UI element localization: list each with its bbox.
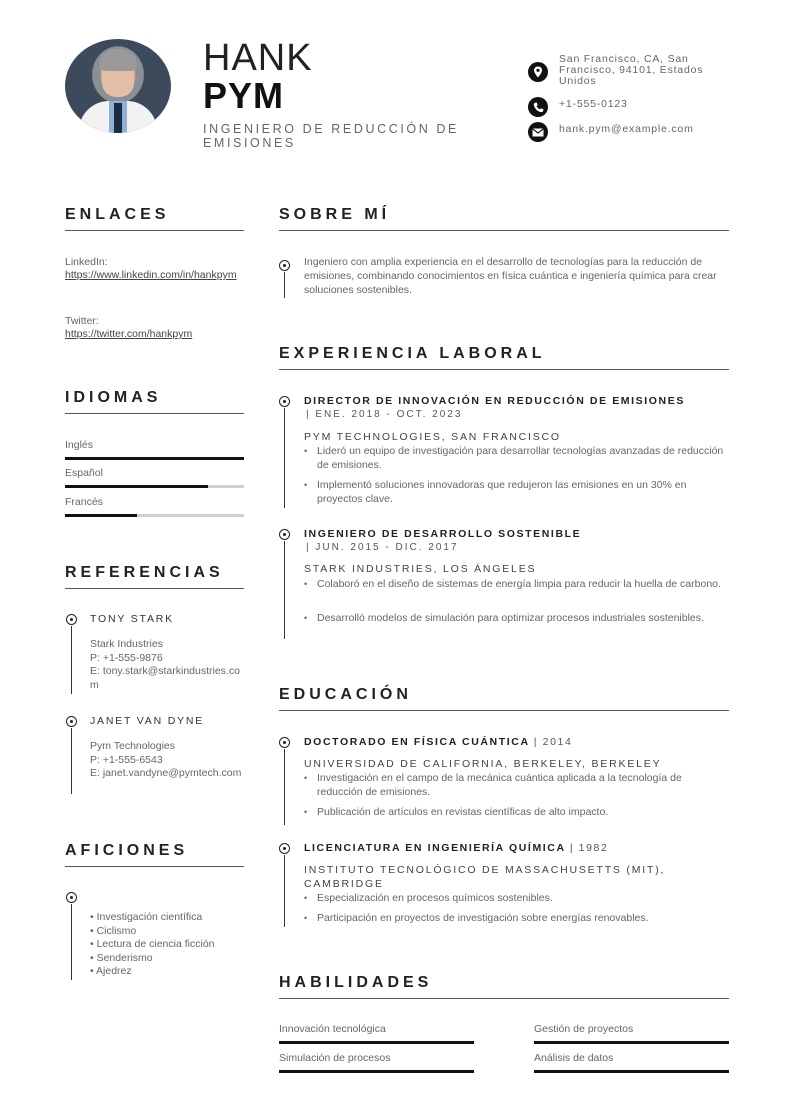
degree-bullet: • Publicación de artículos en revistas científicas de alto impacto. bbox=[304, 806, 724, 820]
reference-email: E: janet.vandyne@pymtech.com bbox=[90, 767, 242, 779]
skill-item bbox=[534, 1023, 729, 1044]
timeline-line bbox=[284, 272, 285, 298]
job-company: PYM TECHNOLOGIES, SAN FRANCISCO bbox=[304, 431, 561, 443]
timeline-dot-icon bbox=[279, 396, 290, 407]
job-title: INGENIERO DE REDUCCIÓN DE EMISIONES bbox=[203, 122, 459, 150]
reference-company: Pym Technologies bbox=[90, 740, 176, 752]
contact-email bbox=[528, 122, 729, 142]
linkedin-label: LinkedIn: bbox=[65, 256, 108, 268]
hobbies-heading: AFICIONES bbox=[65, 842, 244, 867]
language-item bbox=[65, 439, 244, 460]
timeline-dot-icon bbox=[279, 737, 290, 748]
reference-name: JANET VAN DYNE bbox=[90, 715, 205, 727]
degree-name: LICENCIATURA EN INGENIERÍA QUÍMICA bbox=[304, 842, 566, 854]
reference-company: Stark Industries bbox=[90, 638, 163, 650]
twitter-link[interactable]: https://twitter.com/hankpym bbox=[65, 328, 193, 340]
education-heading: EDUCACIÓN bbox=[279, 686, 729, 711]
location-icon bbox=[528, 62, 548, 82]
timeline-line bbox=[71, 904, 72, 980]
hobby-list bbox=[90, 911, 215, 979]
links-heading: ENLACES bbox=[65, 206, 244, 231]
hobby-item: • Lectura de ciencia ficción bbox=[90, 938, 215, 952]
timeline-line bbox=[284, 408, 285, 508]
degree-bullet: • Participación en proyectos de investigación sobre energías renovables. bbox=[304, 912, 724, 926]
references-heading: REFERENCIAS bbox=[65, 564, 244, 589]
languages-heading: IDIOMAS bbox=[65, 389, 244, 414]
email-icon bbox=[528, 122, 548, 142]
timeline-dot-icon bbox=[279, 260, 290, 271]
reference-phone: P: +1-555-9876 bbox=[90, 652, 163, 664]
timeline-line bbox=[284, 541, 285, 639]
contact-phone bbox=[528, 97, 729, 117]
timeline-line bbox=[71, 626, 72, 694]
timeline-line bbox=[284, 855, 285, 927]
skill-bar bbox=[279, 1041, 474, 1044]
degree-institution: UNIVERSIDAD DE CALIFORNIA, BERKELEY, BERKELEY bbox=[304, 758, 662, 770]
hobby-item: • Ciclismo bbox=[90, 925, 215, 939]
skills-heading: HABILIDADES bbox=[279, 974, 729, 999]
job-dates: | ENE. 2018 - OCT. 2023 bbox=[306, 409, 463, 420]
job-title-entry: DIRECTOR DE INNOVACIÓN EN REDUCCIÓN DE EMISIONES bbox=[304, 395, 685, 407]
degree-title bbox=[304, 842, 608, 854]
language-item bbox=[65, 496, 244, 517]
hobby-item: • Investigación científica bbox=[90, 911, 215, 925]
degree-title bbox=[304, 736, 572, 748]
job-bullet: • Lideró un equipo de investigación para desarrollar tecnologías avanzadas de reducción de emisiones. bbox=[304, 445, 724, 472]
degree-institution: INSTITUTO TECNOLÓGICO DE MASSACHUSETTS (MIT), CAMBRIDGE bbox=[304, 864, 666, 890]
first-name: HANK bbox=[203, 37, 313, 79]
timeline-dot-icon bbox=[279, 843, 290, 854]
last-name: PYM bbox=[203, 75, 285, 116]
phone-text[interactable]: +1-555-0123 bbox=[559, 98, 628, 110]
language-level-bar bbox=[65, 457, 244, 460]
language-level-bar bbox=[65, 485, 244, 488]
about-heading: SOBRE MÍ bbox=[279, 206, 729, 231]
timeline-line bbox=[284, 749, 285, 825]
language-item bbox=[65, 467, 244, 488]
hobby-item: • Ajedrez bbox=[90, 965, 215, 979]
job-dates: | JUN. 2015 - DIC. 2017 bbox=[306, 542, 459, 553]
skill-bar bbox=[279, 1070, 474, 1073]
job-title-entry: INGENIERO DE DESARROLLO SOSTENIBLE bbox=[304, 528, 582, 540]
twitter-label: Twitter: bbox=[65, 315, 99, 327]
skill-name: Simulación de procesos bbox=[279, 1052, 391, 1064]
language-name: Inglés bbox=[65, 439, 94, 451]
timeline-dot-icon bbox=[66, 716, 77, 727]
skill-bar bbox=[534, 1070, 729, 1073]
experience-heading: EXPERIENCIA LABORAL bbox=[279, 345, 729, 370]
reference-phone: P: +1-555-6543 bbox=[90, 754, 163, 766]
phone-icon bbox=[528, 97, 548, 117]
address-text: San Francisco, CA, San Francisco, 94101, Estados Unidos bbox=[559, 53, 704, 87]
skill-item bbox=[279, 1023, 474, 1044]
skill-name: Gestión de proyectos bbox=[534, 1023, 634, 1035]
degree-name: DOCTORADO EN FÍSICA CUÁNTICA bbox=[304, 736, 530, 748]
language-level-bar bbox=[65, 514, 244, 517]
skill-item bbox=[279, 1052, 474, 1073]
job-bullet: • Colaboró en el diseño de sistemas de energía limpia para reducir la huella de carbono. bbox=[304, 578, 724, 592]
contact-address bbox=[528, 53, 729, 87]
job-company: STARK INDUSTRIES, LOS ÁNGELES bbox=[304, 563, 537, 575]
about-text: Ingeniero con amplia experiencia en el desarrollo de tecnologías para la reducción de emisiones, combinando conocimientos en física cuántica e ingeniería química para crear soluciones sostenibles. bbox=[304, 256, 717, 296]
hobby-item: • Senderismo bbox=[90, 952, 215, 966]
skill-name: Innovación tecnológica bbox=[279, 1023, 386, 1035]
timeline-line bbox=[71, 728, 72, 794]
skill-item bbox=[534, 1052, 729, 1073]
skill-bar bbox=[534, 1041, 729, 1044]
email-text[interactable]: hank.pym@example.com bbox=[559, 123, 694, 135]
linkedin-link[interactable]: https://www.linkedin.com/in/hankpym bbox=[65, 269, 237, 281]
reference-name: TONY STARK bbox=[90, 613, 174, 625]
degree-bullet: • Investigación en el campo de la mecánica cuántica aplicada a la tecnología de reducción de emisiones. bbox=[304, 772, 724, 799]
language-name: Francés bbox=[65, 496, 103, 508]
degree-year: | 2014 bbox=[533, 736, 573, 748]
reference-email: E: tony.stark@starkindustries.com bbox=[90, 665, 240, 691]
degree-year: | 1982 bbox=[569, 842, 609, 854]
profile-photo bbox=[65, 39, 171, 133]
timeline-dot-icon bbox=[66, 614, 77, 625]
degree-bullet: • Especialización en procesos químicos sostenibles. bbox=[304, 892, 724, 906]
skill-name: Análisis de datos bbox=[534, 1052, 614, 1064]
timeline-dot-icon bbox=[66, 892, 77, 903]
language-name: Español bbox=[65, 467, 103, 479]
job-bullet: • Implementó soluciones innovadoras que redujeron las emisiones en un 30% en proyectos clave. bbox=[304, 479, 724, 506]
job-bullet: • Desarrolló modelos de simulación para optimizar procesos industriales sostenibles. bbox=[304, 612, 724, 626]
timeline-dot-icon bbox=[279, 529, 290, 540]
